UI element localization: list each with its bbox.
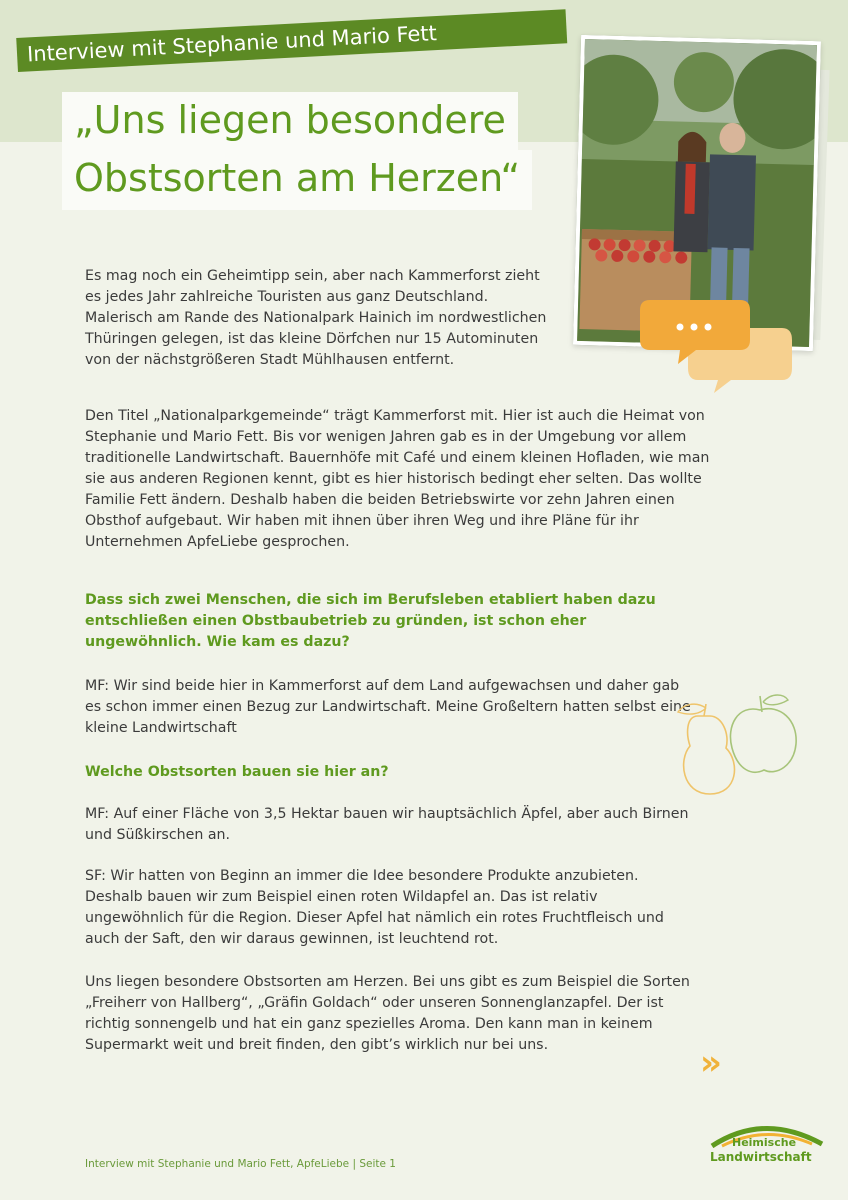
question-2: Welche Obstsorten bauen sie hier an? [85, 764, 389, 780]
question-1: Dass sich zwei Menschen, die sich im Berufsleben etabliert haben dazu entschließen einen Obstbaubetrieb zu gründen, ist schon eher ungewöhnlich. Wie kam es dazu? [85, 592, 656, 650]
headline-line-2: Obstsorten am Herzen“ [62, 150, 532, 210]
logo-line-1: Heimische [732, 1136, 797, 1149]
heimische-landwirtschaft-logo [708, 1118, 826, 1178]
next-page-chevron-icon[interactable]: » [700, 1043, 722, 1083]
logo-line-2: Landwirtschaft [710, 1150, 812, 1164]
answer-4: Uns liegen besondere Obstsorten am Herzen. Bei uns gibt es zum Beispiel die Sorten „Freiherr von Hallberg“, „Gräfin Goldach“ oder unseren Sonnenglanzapfel. Der ist richtig sonnengelb und hat ein ganz spezielles Aroma. Den kann man in keinem Supermarkt weit und breit finden, den gibt’s wirklich nur bei uns. [85, 974, 690, 1053]
headline-line-1: „Uns liegen besondere [62, 92, 518, 150]
answer-3: SF: Wir hatten von Beginn an immer die Idee besondere Produkte anzubieten. Deshalb bauen wir zum Beispiel einen roten Wildapfel an. Das ist relativ ungewöhnlich für die Region. Dieser Apfel hat nämlich ein rotes Fruchtfleisch und auch der Saft, den wir daraus gewinnen, ist leuchtend rot. [85, 868, 664, 947]
answer-2: MF: Auf einer Fläche von 3,5 Hektar bauen wir hauptsächlich Äpfel, aber auch Birnen und Süßkirschen an. [85, 806, 689, 843]
intro-paragraph: Es mag noch ein Geheimtipp sein, aber nach Kammerforst zieht es jedes Jahr zahlreiche Touristen aus ganz Deutschland. Malerisch am Rande des Nationalpark Hainich im nordwestlichen Thüringen gelegen, ist das kleine Dörfchen nur 15 Autominuten von der nächstgrößeren Stadt Mühlhausen entfernt. [85, 268, 547, 368]
page-footer: Interview mit Stephanie und Mario Fett, ApfeLiebe | Seite 1 [85, 1158, 396, 1170]
chat-bubble-icon [636, 298, 796, 398]
interview-kicker: Interview mit Stephanie und Mario Fett [16, 9, 567, 72]
pear-apple-illustration-icon [668, 690, 806, 800]
answer-1: MF: Wir sind beide hier in Kammerforst auf dem Land aufgewachsen und daher gab es schon immer einen Bezug zur Landwirtschaft. Meine Großeltern hatten selbst eine kleine Landwirtschaft [85, 678, 691, 736]
body-paragraph-2: Den Titel „Nationalparkgemeinde“ trägt Kammerforst mit. Hier ist auch die Heimat von Stephanie und Mario Fett. Bis vor wenigen Jahren gab es in der Umgebung vor allem traditionelle Landwirtschaft. Bauernhöfe mit Café und einem kleinen Hofladen, wie man sie aus anderen Regionen kennt, gibt es hier historisch bedingt eher selten. Das wollte Familie Fett ändern. Deshalb haben die beiden Betriebswirte vor zehn Jahren einen Obsthof aufgebaut. Wir haben mit ihnen über ihren Weg und ihre Pläne für ihr Unternehmen ApfeLiebe gesprochen. [85, 408, 710, 550]
